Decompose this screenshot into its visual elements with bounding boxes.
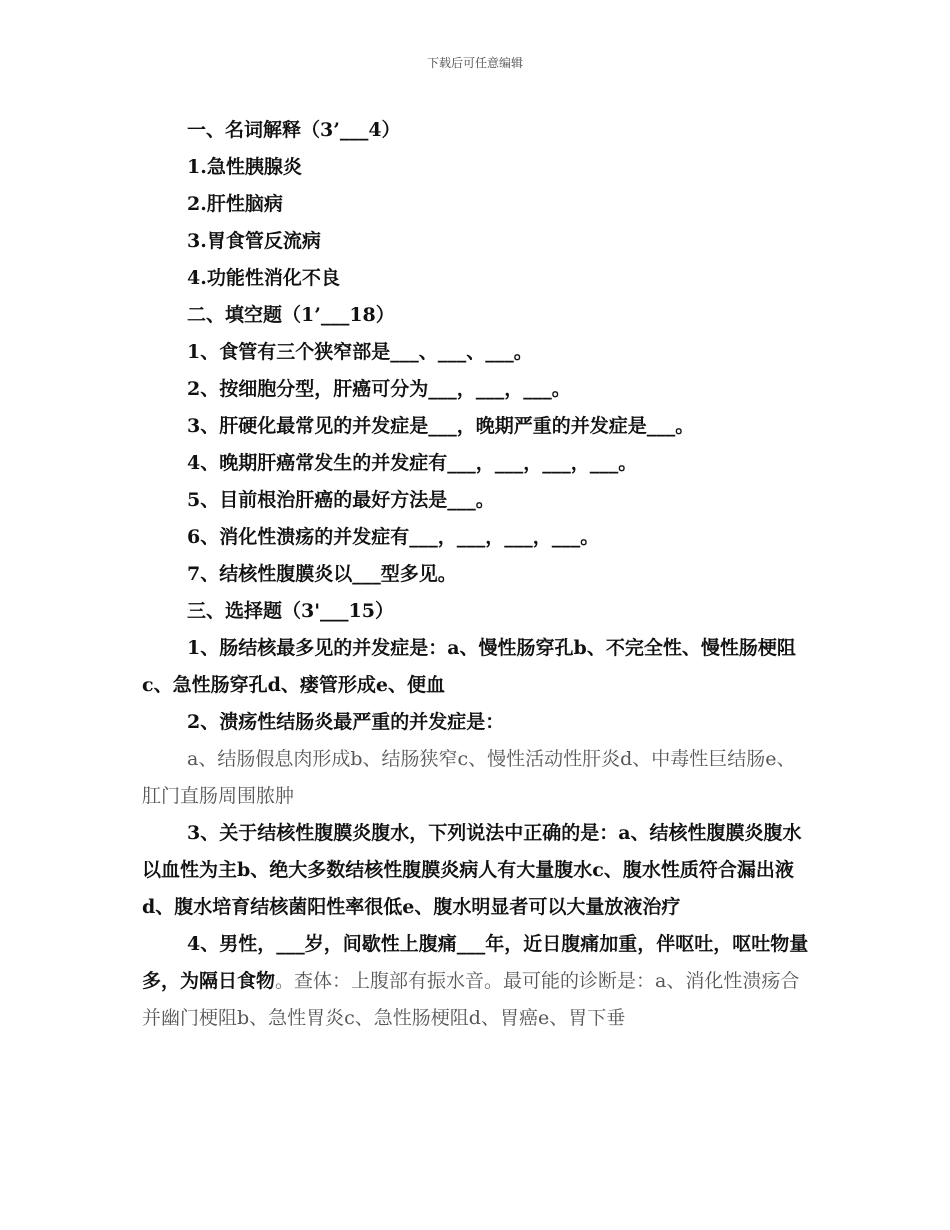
choice-question-1: 1、肠结核最多见的并发症是：a、慢性肠穿孔b、不完全性、慢性肠梗阻c、急性肠穿孔d、瘘管形成e、便血: [142, 637, 796, 696]
term-item: 1.急性胰腺炎: [187, 156, 302, 178]
fill-item: 4、晚期肝癌常发生的并发症有___，___，___，___。: [187, 452, 638, 474]
section-title-1: 一、名词解释（3’___4）: [187, 119, 401, 141]
fill-item: 6、消化性溃疡的并发症有___，___，___，___。: [187, 526, 600, 548]
choice-question-2-options: a、结肠假息肉形成b、结肠狭窄c、慢性活动性肝炎d、中毒性巨结肠e、肛门直肠周围脓肿: [142, 748, 796, 807]
choice-question-4: [142, 926, 814, 1037]
choice-question-2: 2、溃疡性结肠炎最严重的并发症是：: [187, 711, 505, 733]
choice-question-4-stem: 4、男性，___岁，间歇性上腹痛___年，近日腹痛加重，伴呕吐，呕吐物量多，为隔日食物: [142, 933, 809, 992]
section-title-3: 三、选择题（3'___15）: [187, 600, 394, 622]
fill-item: 1、食管有三个狭窄部是___、___、___。: [187, 341, 533, 363]
section-title-2: 二、填空题（1’___18）: [187, 304, 395, 326]
term-item: 4.功能性消化不良: [187, 267, 340, 289]
fill-item: 7、结核性腹膜炎以___型多见。: [187, 563, 457, 585]
page-header: 下载后可任意编辑: [426, 56, 523, 70]
fill-item: 5、目前根治肝癌的最好方法是___。: [187, 489, 495, 511]
term-item: 2.肝性脑病: [187, 193, 283, 215]
fill-item: 3、肝硬化最常见的并发症是___，晚期严重的并发症是___。: [187, 415, 695, 437]
choice-question-3: 3、关于结核性腹膜炎腹水，下列说法中正确的是：a、结核性腹膜炎腹水以血性为主b、绝大多数结核性腹膜炎病人有大量腹水c、腹水性质符合漏出液d、腹水培育结核菌阳性率很低e、腹水明显者可以大量放液治疗: [142, 822, 802, 918]
term-item: 3.胃食管反流病: [187, 230, 321, 252]
choice-question-4-options: 。查体：上腹部有振水音。最可能的诊断是：a、消化性溃疡合并幽门梗阻b、急性胃炎c、急性肠梗阻d、胃癌e、胃下垂: [142, 970, 800, 1029]
fill-item: 2、按细胞分型，肝癌可分为___，___，___。: [187, 378, 571, 400]
document-body: [142, 112, 814, 1037]
